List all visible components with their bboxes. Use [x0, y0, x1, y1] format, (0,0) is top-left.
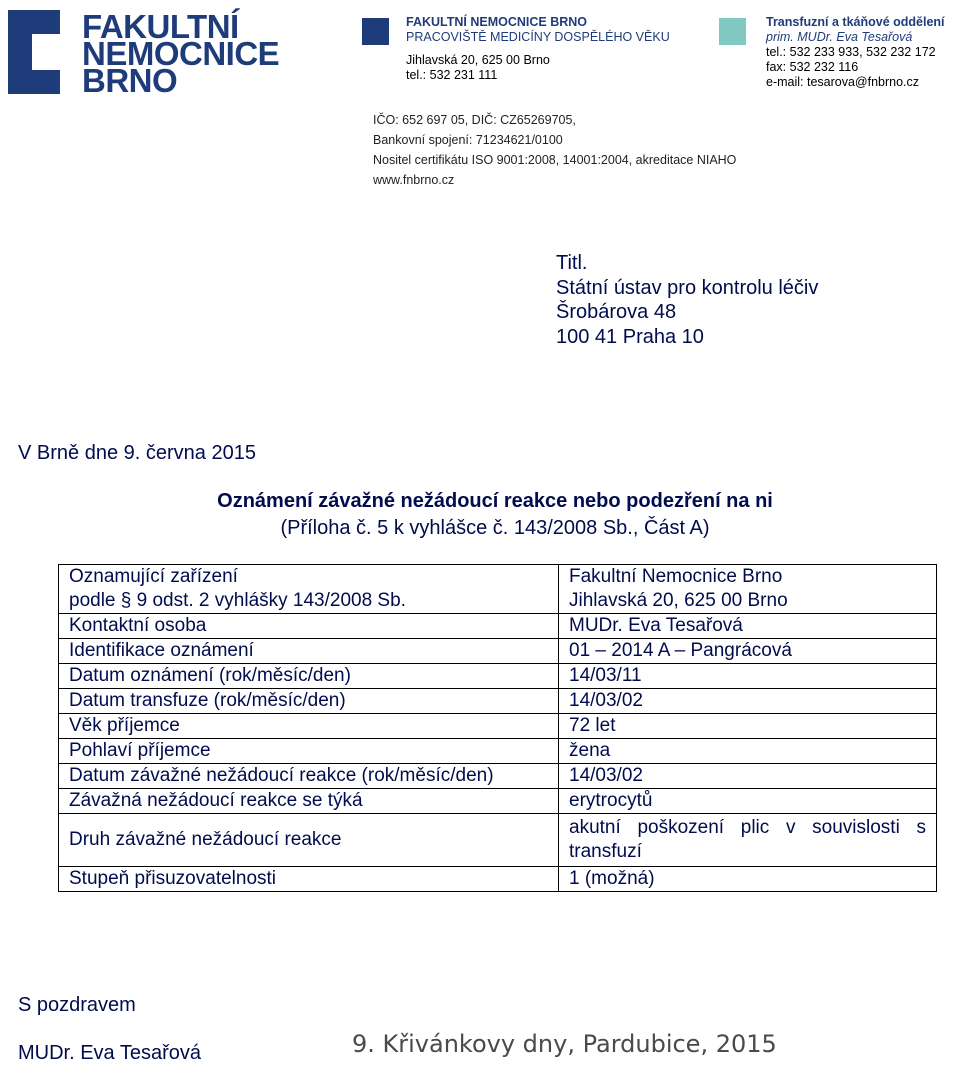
unit-phone: tel.: 532 233 933, 532 232 172 [766, 45, 936, 59]
row-label: Kontaktní osoba [59, 614, 559, 639]
recipient-street: Šrobárova 48 [556, 301, 677, 323]
hospital-header [406, 15, 670, 83]
hospital-logo [8, 8, 328, 99]
table-row [59, 639, 937, 664]
hospital-department: PRACOVIŠTĚ MEDICÍNY DOSPĚLÉHO VĚKU [406, 30, 670, 44]
row-value: 01 – 2014 A – Pangrácová [559, 639, 937, 664]
table-row [59, 689, 937, 714]
row-value: 14/03/02 [559, 689, 937, 714]
row-label: Oznamující zařízení [69, 566, 238, 587]
recipient-org: Státní ústav pro kontrolu léčiv [556, 276, 819, 299]
row-label: Druh závažné nežádoucí reakce [59, 814, 559, 867]
registration-web[interactable]: www.fnbrno.cz [373, 173, 455, 187]
row-label: Datum závažné nežádoucí reakce (rok/měsíc/den) [59, 764, 559, 789]
row-value: Fakultní Nemocnice Brno [569, 566, 783, 587]
unit-fax: fax: 532 232 116 [766, 60, 859, 74]
recipient-address [556, 251, 818, 349]
unit-header [766, 15, 945, 90]
recipient-city: 100 41 Praha 10 [556, 325, 704, 348]
row-label-line2: podle § 9 odst. 2 vyhlášky 143/2008 Sb. [69, 590, 406, 611]
hospital-phone: tel.: 532 231 111 [406, 68, 498, 82]
closing-greeting: S pozdravem [18, 994, 136, 1016]
logo-word-2: NEMOCNICE [82, 35, 280, 72]
row-value: 1 (možná) [559, 867, 937, 892]
hospital-name: FAKULTNÍ NEMOCNICE BRNO [406, 15, 588, 29]
registration-cert: Nositel certifikátu ISO 9001:2008, 14001:2004, akreditace NIAHO [373, 153, 737, 167]
row-value-line2: Jihlavská 20, 625 00 Brno [569, 590, 788, 611]
registration-bank: Bankovní spojení: 71234621/0100 [373, 133, 563, 147]
row-value: 14/03/02 [559, 764, 937, 789]
row-label: Stupeň přisuzovatelnosti [59, 867, 559, 892]
registration-info [373, 110, 736, 190]
logo-word-1: FAKULTNÍ [82, 8, 239, 45]
unit-head: prim. MUDr. Eva Tesařová [766, 30, 913, 44]
row-value: 72 let [559, 714, 937, 739]
table-row [59, 664, 937, 689]
table-row [59, 565, 937, 614]
recipient-salutation: Titl. [556, 252, 588, 274]
row-value: erytrocytů [559, 789, 937, 814]
table-row [59, 867, 937, 892]
table-row [59, 789, 937, 814]
row-value: žena [559, 739, 937, 764]
table-row [59, 814, 937, 867]
date-line: V Brně dne 9. června 2015 [18, 442, 256, 464]
table-row [59, 764, 937, 789]
document-title: Oznámení závažné nežádoucí reakce nebo podezření na ni [217, 490, 773, 512]
row-value: MUDr. Eva Tesařová [559, 614, 937, 639]
unit-email: e-mail: tesarova@fnbrno.cz [766, 75, 920, 89]
logo-word-3: BRNO [82, 62, 178, 99]
row-label: Věk příjemce [59, 714, 559, 739]
table-row [59, 714, 937, 739]
hospital-square-icon [362, 18, 389, 45]
unit-square-icon [719, 18, 746, 45]
table-row [59, 614, 937, 639]
closing-signature: MUDr. Eva Tesařová [18, 1042, 202, 1064]
row-label: Datum transfuze (rok/měsíc/den) [59, 689, 559, 714]
row-label: Pohlaví příjemce [59, 739, 559, 764]
row-label: Závažná nežádoucí reakce se týká [59, 789, 559, 814]
row-label: Datum oznámení (rok/měsíc/den) [59, 664, 559, 689]
conference-watermark: 9. Křivánkovy dny, Pardubice, 2015 [352, 1030, 777, 1058]
row-value: 14/03/11 [559, 664, 937, 689]
row-label: Identifikace oznámení [59, 639, 559, 664]
report-table [58, 564, 937, 892]
registration-ico: IČO: 652 697 05, DIČ: CZ65269705, [373, 113, 576, 127]
document-subtitle: (Příloha č. 5 k vyhlášce č. 143/2008 Sb., Část A) [280, 517, 710, 539]
table-cell-value [559, 565, 937, 614]
table-row [59, 739, 937, 764]
unit-name: Transfuzní a tkáňové oddělení [766, 15, 945, 29]
row-value: akutní poškození plic v souvislosti s transfuzí [559, 814, 937, 867]
hospital-address: Jihlavská 20, 625 00 Brno [406, 53, 550, 67]
logo-mark-icon [8, 10, 60, 94]
table-cell-label [59, 565, 559, 614]
